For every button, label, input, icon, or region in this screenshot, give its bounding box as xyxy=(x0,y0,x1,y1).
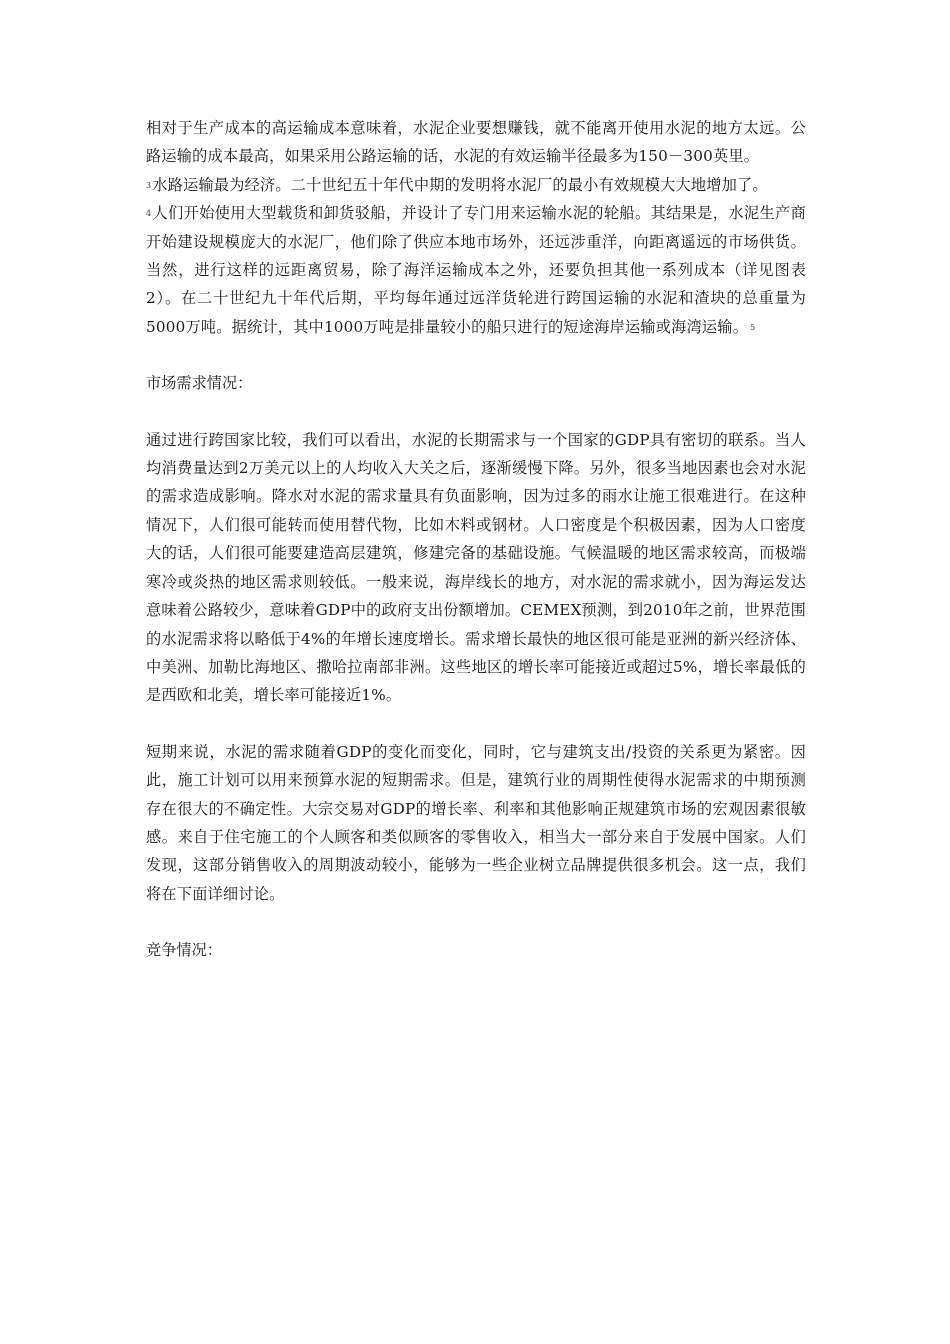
footnote-marker-4[interactable]: 4 xyxy=(146,209,152,219)
footnote-marker-3[interactable]: 3 xyxy=(146,180,152,190)
paragraph-text: 水路运输最为经济。二十世纪五十年代中期的发明将水泥厂的最小有效规模大大地增加了。 xyxy=(152,175,768,194)
paragraph-text: 人们开始使用大型载货和卸货驳船，并设计了专门用来运输水泥的轮船。其结果是，水泥生产商开始建设规模庞大的水泥厂，他们除了供应本地市场外，还远涉重洋，向距离遥远的市场供货。当然，进行这样的远距离贸易，除了海洋运输成本之外，还要负担其他一系列成本（详见图表2）。在二十世纪九十年代后期，平均每年通过远洋货轮进行跨国运输的水泥和渣块的总重量为5000万吨。据统计，其中1000万吨是排量较小的船只进行的短途海岸运输或海湾运输。 xyxy=(146,204,806,336)
paragraph-transport-cost xyxy=(146,114,806,341)
document-page xyxy=(146,114,806,965)
section-heading-competition: 竞争情况： xyxy=(146,941,222,960)
paragraph-long-term-demand: 通过进行跨国家比较，我们可以看出，水泥的长期需求与一个国家的GDP具有密切的联系。当人均消费量达到2万美元以上的人均收入大关之后，逐渐缓慢下降。另外，很多当地因素也会对水泥的需求造成影响。降水对水泥的需求量具有负面影响，因为过多的雨水让施工很难进行。在这种情况下，人们很可能转而使用替代物，比如木料或钢材。人口密度是个积极因素，因为人口密度大的话，人们很可能要建造高层建筑，修建完备的基础设施。气候温暖的地区需求较高，而极端寒冷或炎热的地区需求则较低。一般来说，海岸线长的地方，对水泥的需求就小，因为海运发达意味着公路较少，意味着GDP中的政府支出份额增加。CEMEX预测，到2010年之前，世界范围的水泥需求将以略低于4%的年增长速度增长。需求增长最快的地区很可能是亚洲的新兴经济体、中美洲、加勒比海地区、撒哈拉南部非洲。这些地区的增长率可能接近或超过5%，增长率最低的是西欧和北美，增长率可能接近1%。 xyxy=(146,430,806,705)
paragraph-text: 相对于生产成本的高运输成本意味着，水泥企业要想赚钱，就不能离开使用水泥的地方太远。公路运输的成本最高，如果采用公路运输的话，水泥的有效运输半径最多为150－300英里。 xyxy=(146,119,806,166)
footnote-marker-5[interactable]: 5 xyxy=(750,322,756,332)
section-heading-market-demand: 市场需求情况： xyxy=(146,374,253,393)
paragraph-short-term-demand: 短期来说，水泥的需求随着GDP的变化而变化，同时，它与建筑支出/投资的关系更为紧密。因此，施工计划可以用来预算水泥的短期需求。但是，建筑行业的周期性使得水泥需求的中期预测存在很大的不确定性。大宗交易对GDP的增长率、利率和其他影响正规建筑市场的宏观因素很敏感。来自于住宅施工的个人顾客和类似顾客的零售收入，相当大一部分来自于发展中国家。人们发现，这部分销售收入的周期波动较小，能够为一些企业树立品牌提供很多机会。这一点，我们将在下面详细讨论。 xyxy=(146,742,806,903)
